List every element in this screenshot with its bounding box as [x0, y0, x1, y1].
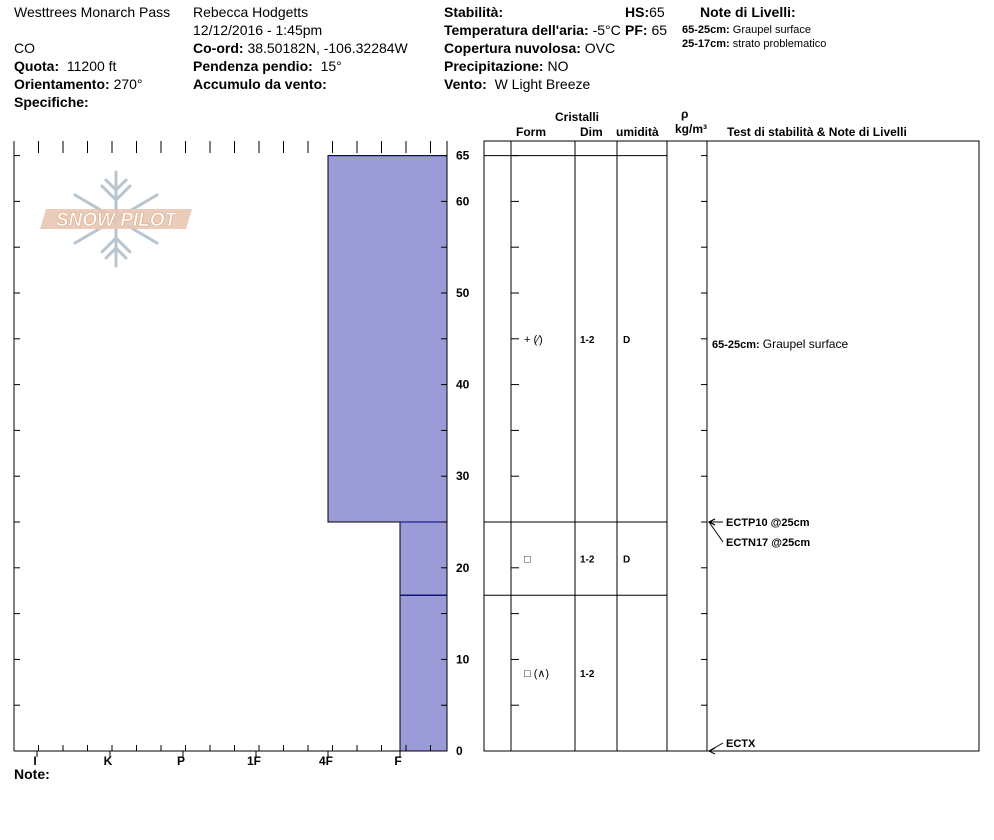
- vento-label: Vento:: [444, 76, 487, 92]
- stability-test-arrow: [709, 522, 723, 542]
- crystal-size: 1-2: [580, 669, 595, 681]
- copertura-label: Copertura nuvolosa:: [444, 40, 581, 56]
- layer-note-1-range: 65-25cm:: [682, 24, 730, 36]
- hardness-bar: [400, 595, 447, 751]
- accumulo-label: Accumulo da vento:: [193, 76, 327, 92]
- stability-test-label: ECTN17 @25cm: [726, 537, 811, 549]
- hardness-tick-label: F: [394, 754, 402, 768]
- vento-value: W Light Breeze: [494, 76, 591, 92]
- hardness-tick-label: 1F: [246, 754, 262, 768]
- rho-header: ρ: [681, 107, 689, 121]
- orient-value: 270°: [113, 76, 143, 92]
- cristalli-header: Cristalli: [555, 110, 600, 124]
- depth-tick-label: 40: [456, 377, 470, 392]
- layer-note-1-text: Graupel surface: [732, 24, 812, 36]
- quota-value: 11200 ft: [66, 58, 117, 74]
- dim-header: Dim: [580, 125, 603, 139]
- pendenza-label: Pendenza pendio:: [193, 58, 313, 74]
- quota-label: Quota:: [14, 58, 60, 74]
- precip-label: Precipitazione:: [444, 58, 544, 74]
- coord-label: Co-ord:: [193, 40, 244, 56]
- specifiche-label: Specifiche:: [14, 94, 89, 110]
- depth-tick-label: 30: [456, 469, 470, 484]
- state: CO: [14, 40, 35, 56]
- form-header: Form: [516, 125, 546, 139]
- crystal-form: + (⁄): [524, 333, 543, 346]
- pf-label: PF:: [625, 22, 648, 38]
- depth-tick-label: 50: [456, 286, 470, 300]
- note-label: Note:: [14, 766, 50, 782]
- layer-note-2-range: 25-17cm:: [682, 38, 730, 50]
- layer-note-entry: [712, 337, 848, 351]
- layer-note-range: 65-25cm:: [712, 338, 763, 351]
- wetness-value: D: [623, 334, 631, 346]
- depth-tick-label: 0: [456, 744, 463, 758]
- crystal-size: 1-2: [580, 554, 595, 566]
- hardness-bar: [328, 156, 447, 522]
- stability-test-label: ECTX: [726, 738, 756, 750]
- datetime: 12/12/2016 - 1:45pm: [193, 22, 323, 38]
- crystal-form: □ (∧): [524, 668, 550, 681]
- observer: Rebecca Hodgetts: [193, 4, 309, 20]
- hs-value: 65: [649, 4, 665, 20]
- temp-value: -5°C: [592, 22, 621, 38]
- pendenza-value: 15°: [320, 58, 342, 74]
- hardness-tick-label: 4F: [318, 754, 334, 768]
- umidita-header: umidità: [616, 125, 659, 139]
- crystal-form: □: [524, 553, 531, 566]
- hardness-tick-label: P: [176, 754, 186, 768]
- hardness-tick-label: K: [103, 754, 113, 768]
- depth-tick-label: 60: [456, 194, 470, 209]
- orient-label: Orientamento:: [14, 76, 110, 92]
- stability-test-label: ECTP10 @25cm: [726, 517, 810, 529]
- hardness-bar: [400, 522, 447, 595]
- density-unit-header: kg/m³: [675, 122, 708, 136]
- stabilita-label: Stabilità:: [444, 4, 504, 20]
- precip-value: NO: [547, 58, 569, 74]
- note-livelli-title: Note di Livelli:: [700, 4, 796, 20]
- layer-note-2-text: strato problematico: [732, 38, 827, 50]
- pf-value: 65: [651, 22, 668, 38]
- hs-label: HS:: [625, 4, 650, 20]
- layer-note-text: Graupel surface: [762, 336, 849, 351]
- wetness-value: D: [623, 554, 631, 566]
- logo-text: SNOW PILOT: [55, 210, 177, 231]
- temp-label: Temperatura dell'aria:: [444, 22, 589, 38]
- crystal-size: 1-2: [580, 334, 595, 346]
- stability-header: Test di stabilità & Note di Livelli: [727, 125, 907, 139]
- depth-tick-label: 10: [456, 652, 470, 667]
- depth-tick-label: 20: [456, 560, 470, 575]
- depth-tick-label: 65: [456, 148, 470, 163]
- layer-table-frame: [484, 141, 979, 751]
- location: Westtrees Monarch Pass: [14, 4, 171, 20]
- coord-value: 38.50182N, -106.32284W: [247, 40, 408, 56]
- copertura-value: OVC: [584, 40, 616, 56]
- hardness-tick-label: I: [33, 754, 37, 768]
